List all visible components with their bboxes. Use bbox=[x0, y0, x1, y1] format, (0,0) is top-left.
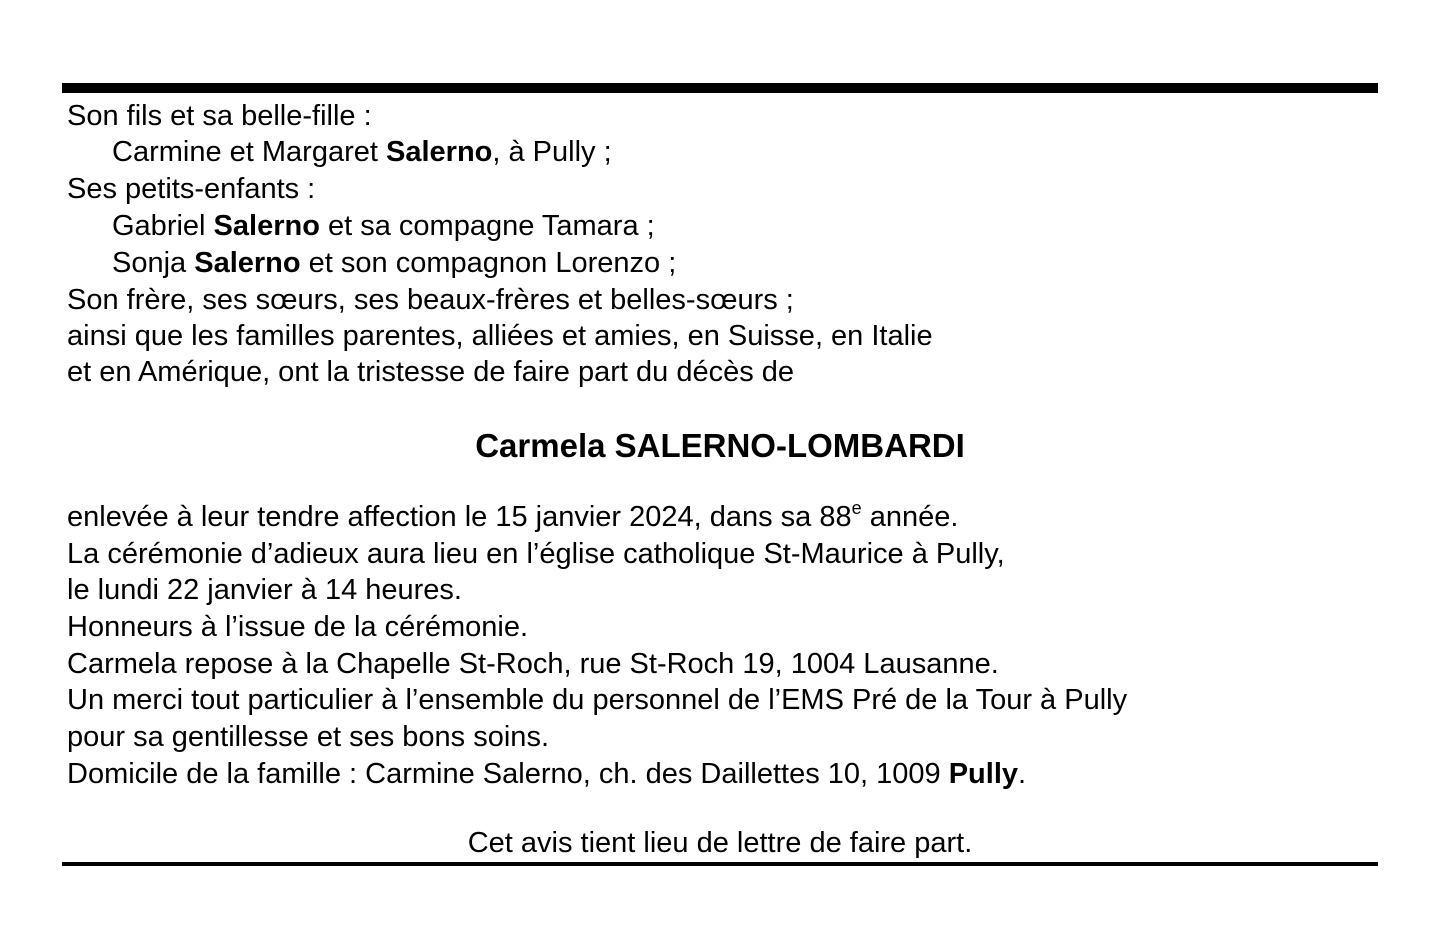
deceased-name: Carmela SALERNO-LOMBARDI bbox=[475, 427, 965, 464]
domicile-line bbox=[67, 756, 1026, 792]
grandchildren-heading-text: Ses petits-enfants : bbox=[67, 173, 316, 205]
top-rule bbox=[62, 83, 1378, 93]
son-heading-text: Son fils et sa belle-fille : bbox=[67, 100, 372, 132]
relatives-line-1: ainsi que les familles parentes, alliées et amies, en Suisse, en Italie bbox=[67, 320, 933, 352]
grandchild-1-post: et sa compagne Tamara ; bbox=[319, 210, 655, 242]
grandchildren-heading bbox=[67, 171, 315, 207]
domicile-city: Pully bbox=[948, 758, 1019, 790]
grandchild-2-post: et son compagnon Lorenzo ; bbox=[300, 247, 677, 279]
ceremony-line-1: La cérémonie d’adieux aura lieu en l’église catholique St-Maurice à Pully, bbox=[67, 538, 1005, 570]
grandchild-2-pre: Sonja bbox=[112, 247, 195, 279]
son-names-post: , à Pully ; bbox=[492, 136, 612, 168]
bottom-rule bbox=[62, 862, 1378, 866]
grandchild-1-pre: Gabriel bbox=[112, 210, 214, 242]
ceremony-line-2: le lundi 22 janvier à 14 heures. bbox=[67, 574, 462, 606]
son-names-pre: Carmine et Margaret bbox=[112, 136, 386, 168]
grandchild-2 bbox=[112, 245, 676, 281]
grandchild-1 bbox=[112, 208, 655, 244]
grandchild-1-surname: Salerno bbox=[213, 210, 320, 242]
rest-place-line: Carmela repose à la Chapelle St-Roch, rue St-Roch 19, 1004 Lausanne. bbox=[67, 648, 999, 680]
thanks-line-2: pour sa gentillesse et ses bons soins. bbox=[67, 721, 549, 753]
thanks-line-1: Un merci tout particulier à l’ensemble du personnel de l’EMS Pré de la Tour à Pully bbox=[67, 684, 1128, 716]
honours-line: Honneurs à l’issue de la cérémonie. bbox=[67, 611, 529, 643]
domicile-post: . bbox=[1018, 758, 1027, 790]
son-names bbox=[112, 134, 612, 170]
death-line-sup: e bbox=[851, 498, 862, 518]
siblings-line: Son frère, ses sœurs, ses beaux-frères et belles-sœurs ; bbox=[67, 284, 794, 316]
death-line bbox=[67, 499, 958, 535]
son-heading bbox=[67, 98, 372, 134]
relatives-line-2: et en Amérique, ont la tristesse de faire part du décès de bbox=[67, 356, 795, 388]
closing-note: Cet avis tient lieu de lettre de faire part. bbox=[467, 827, 973, 859]
domicile-pre: Domicile de la famille : Carmine Salerno, ch. des Daillettes 10, 1009 bbox=[67, 758, 949, 790]
death-line-post: année. bbox=[861, 501, 959, 533]
grandchild-2-surname: Salerno bbox=[194, 247, 301, 279]
death-line-pre: enlevée à leur tendre affection le 15 janvier 2024, dans sa 88 bbox=[67, 501, 852, 533]
son-surname: Salerno bbox=[386, 136, 493, 168]
